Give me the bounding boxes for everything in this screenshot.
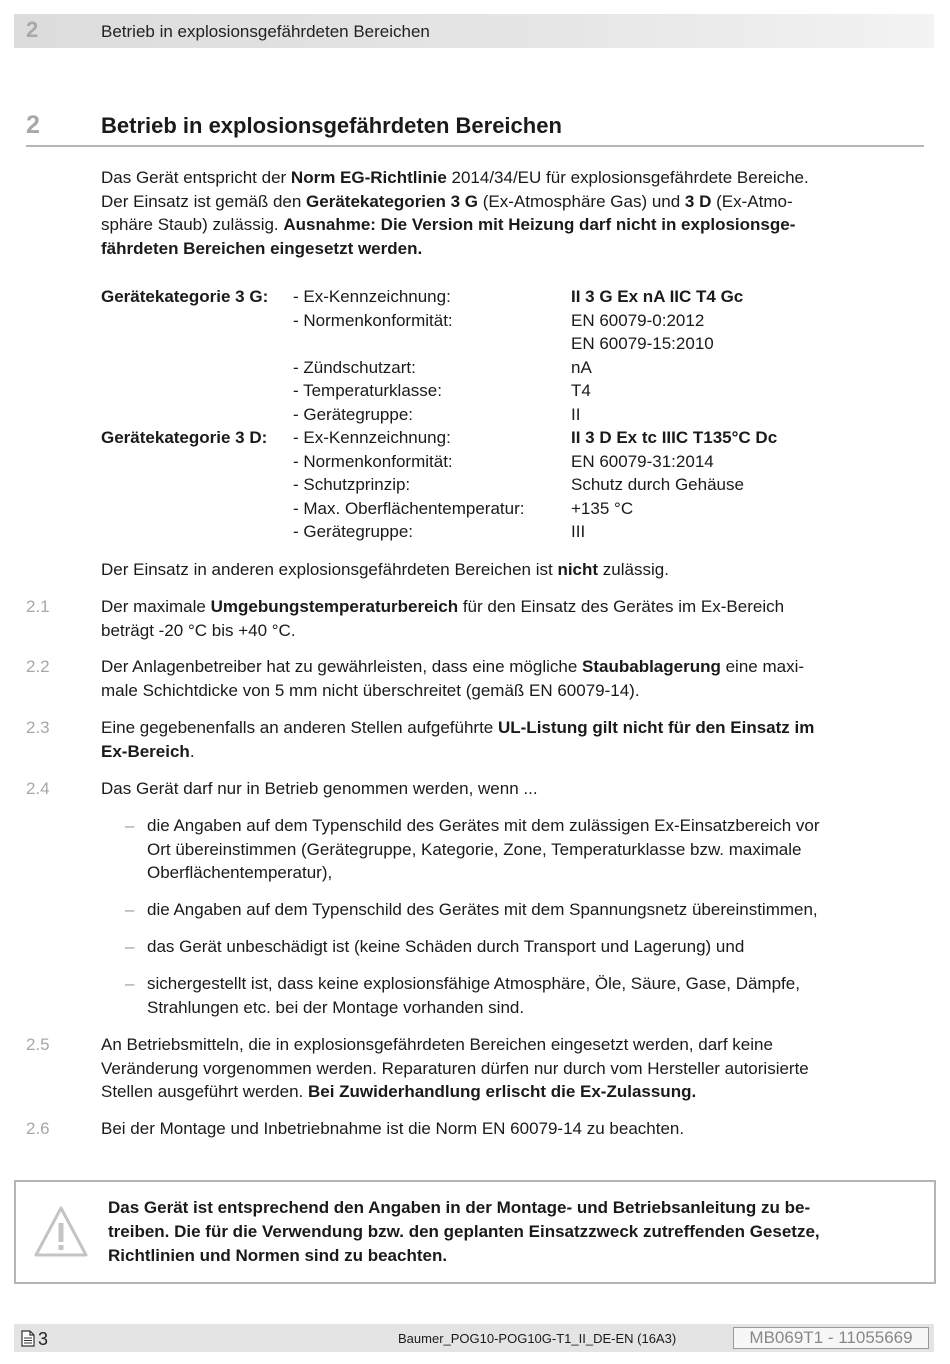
intro-bold: Ausnahme: Die Version mit Heizung darf nicht in explosionsge- [283,215,796,234]
category-label: - Ex-Kennzeichnung: [293,287,451,306]
category-label: - Max. Oberflächentemperatur: [293,498,525,518]
category-row [101,332,916,356]
paragraph-2-6: Bei der Montage und Inbetriebnahme ist die Norm EN 60079-14 zu beachten. [101,1119,685,1138]
intro-bold: Gerätekategorien 3 G [306,191,478,211]
category-value: +135 °C [571,498,634,518]
category-value: II [571,404,581,424]
paragraph-2-5 [101,1033,916,1104]
category-value: EN 60079-31:2014 [571,451,714,471]
category-name [101,309,293,333]
category-label: - Normenkonformität: [293,310,453,330]
section-title: Betrieb in explosionsgefährdeten Bereichen [101,113,562,138]
category-label: - Ex-Kennzeichnung: [293,428,451,447]
device-category-table [101,285,916,544]
intro-bold: fährdeten Bereichen eingesetzt werden. [101,238,423,258]
category-value: III [571,522,586,541]
paragraph-text: Veränderung vorgenommen werden. Reparaturen dürfen nur durch vom Hersteller autorisierte [101,1058,809,1078]
category-name [101,450,293,474]
category-label: - Gerätegruppe: [293,404,414,424]
category-value: II 3 G Ex nA IIC T4 Gc [571,287,744,306]
category-name [101,356,293,380]
document-code: MB069T1 - 11055669 [733,1327,929,1349]
category-row [101,426,916,450]
category-row [101,403,916,427]
intro-bold: 3 D [684,191,712,211]
warning-line: Das Gerät ist entsprechend den Angaben in der Montage- und Betriebsanleitung zu be- [108,1198,811,1217]
list-item-text: sichergestellt ist, dass keine explosionsfähige Atmosphäre, Öle, Säure, Gase, Dämpfe, [147,974,800,993]
dash-bullet: – [125,900,135,919]
paragraph-bold: Umgebungstemperaturbereich [210,597,459,616]
intro-paragraph [101,166,916,260]
category-value: Schutz durch Gehäuse [571,475,744,494]
category-label [293,332,571,356]
paragraph-number: 2.3 [26,718,50,737]
other-areas-paragraph [101,558,916,582]
paragraph-number: 2.5 [26,1035,50,1054]
list-item [101,972,916,1019]
paragraph-2-2 [101,655,916,702]
list-item-text: die Angaben auf dem Typenschild des Gerätes mit dem zulässigen Ex-Einsatzbereich vor [147,816,820,835]
intro-text: sphäre Staub) zulässig. [101,215,284,234]
category-row [101,450,916,474]
category-label: - Gerätegruppe: [293,522,414,541]
document-icon [21,1330,35,1347]
paragraph-number: 2.1 [26,597,50,616]
paragraph-2-3 [101,716,916,763]
warning-text [108,1196,930,1268]
dash-bullet: – [125,937,135,956]
paragraph-number: 2.2 [26,657,50,676]
list-item [101,935,916,959]
category-value: T4 [571,381,591,400]
category-row [101,309,916,333]
category-name: Gerätekategorie 3 G: [101,287,269,306]
paragraph-text: male Schichtdicke von 5 mm nicht überschreitet (gemäß EN 60079-14). [101,680,640,700]
warning-line: treiben. Die für die Verwendung bzw. den geplanten Einsatzzweck zutreffenden Gesetze, [108,1222,820,1241]
list-item-text: das Gerät unbeschädigt ist (keine Schäden durch Transport und Lagerung) und [147,937,745,956]
intro-text: (Ex-Atmosphäre Gas) und [478,191,685,211]
category-name: Gerätekategorie 3 D: [101,428,268,447]
category-row [101,356,916,380]
category-name [101,497,293,521]
intro-text: Das Gerät entspricht der [101,168,291,187]
paragraph-2-4: Das Gerät darf nur in Betrieb genommen werden, wenn ... [101,779,538,798]
category-label: - Zündschutzart: [293,357,416,377]
category-value: EN 60079-15:2010 [571,334,714,353]
warning-triangle-icon [33,1204,89,1260]
paragraph-bold: Bei Zuwiderhandlung erlischt die Ex-Zulassung. [307,1082,697,1101]
paragraph-number: 2.4 [26,779,50,798]
document-name: Baumer_POG10-POG10G-T1_II_DE-EN (16A3) [398,1331,677,1346]
category-label: - Temperaturklasse: [293,381,442,400]
category-name [101,520,293,544]
intro-bold: Norm EG-Richtlinie [290,168,447,187]
list-item-text: Ort übereinstimmen (Gerätegruppe, Kategorie, Zone, Temperaturklasse bzw. maximale [147,839,802,859]
category-row [101,379,916,403]
category-name [101,473,293,497]
intro-text: 2014/34/EU für explosionsgefährdete Bereiche. [446,168,809,187]
header-chapter-number: 2 [26,17,39,42]
intro-text: (Ex-Atmo- [711,191,793,211]
category-value: II 3 D Ex tc IIIC T135°C Dc [571,428,778,447]
list-item-text: Strahlungen etc. bei der Montage vorhanden sind. [147,997,525,1017]
paragraph-2-1 [101,595,916,642]
section-number: 2 [26,111,40,139]
paragraph-text: für den Einsatz des Gerätes im Ex-Bereich [458,597,785,616]
paragraph-bold: Ex-Bereich [101,741,190,761]
dash-bullet: – [125,974,135,993]
category-name [101,379,293,403]
category-row [101,473,916,497]
warning-line: Richtlinien und Normen sind zu beachten. [108,1246,448,1265]
category-name [101,403,293,427]
category-value: EN 60079-0:2012 [571,310,705,330]
paragraph-text: . [189,741,195,761]
list-item [101,814,916,885]
section-divider [26,145,924,147]
category-label: - Normenkonformität: [293,451,453,471]
category-name [101,332,293,356]
list-item-text: die Angaben auf dem Typenschild des Gerätes mit dem Spannungsnetz übereinstimmen, [147,900,818,919]
paragraph-bold: Staubablagerung [582,657,721,676]
list-item-text: Oberflächentemperatur), [147,863,333,882]
header-chapter-title: Betrieb in explosionsgefährdeten Bereichen [101,22,430,41]
category-label: - Schutzprinzip: [293,475,411,494]
paragraph-text: Der Anlagenbetreiber hat zu gewährleisten, dass eine mögliche [101,657,583,676]
paragraph-text: Eine gegebenenfalls an anderen Stellen aufgeführte [101,718,498,737]
category-value: nA [571,357,592,377]
paragraph-bold: UL-Listung gilt nicht für den Einsatz im [497,718,815,737]
category-row [101,520,916,544]
list-item [101,898,916,922]
paragraph-text: Der Einsatz in anderen explosionsgefährdeten Bereichen ist [101,560,558,579]
dash-bullet: – [125,816,135,835]
category-row [101,497,916,521]
paragraph-text: beträgt -20 °C bis +40 °C. [101,620,296,640]
page-number: 3 [38,1329,49,1349]
paragraph-text: An Betriebsmitteln, die in explosionsgefährdeten Bereichen eingesetzt werden, darf keine [101,1035,773,1054]
paragraph-text: eine maxi- [720,657,805,676]
category-row [101,285,916,309]
paragraph-text: Der maximale [101,597,211,616]
paragraph-bold: nicht [557,560,599,579]
intro-text: Der Einsatz ist gemäß den [101,191,307,211]
paragraph-text: zulässig. [598,560,669,579]
paragraph-number: 2.6 [26,1119,50,1138]
paragraph-text: Stellen ausgeführt werden. [101,1082,308,1101]
